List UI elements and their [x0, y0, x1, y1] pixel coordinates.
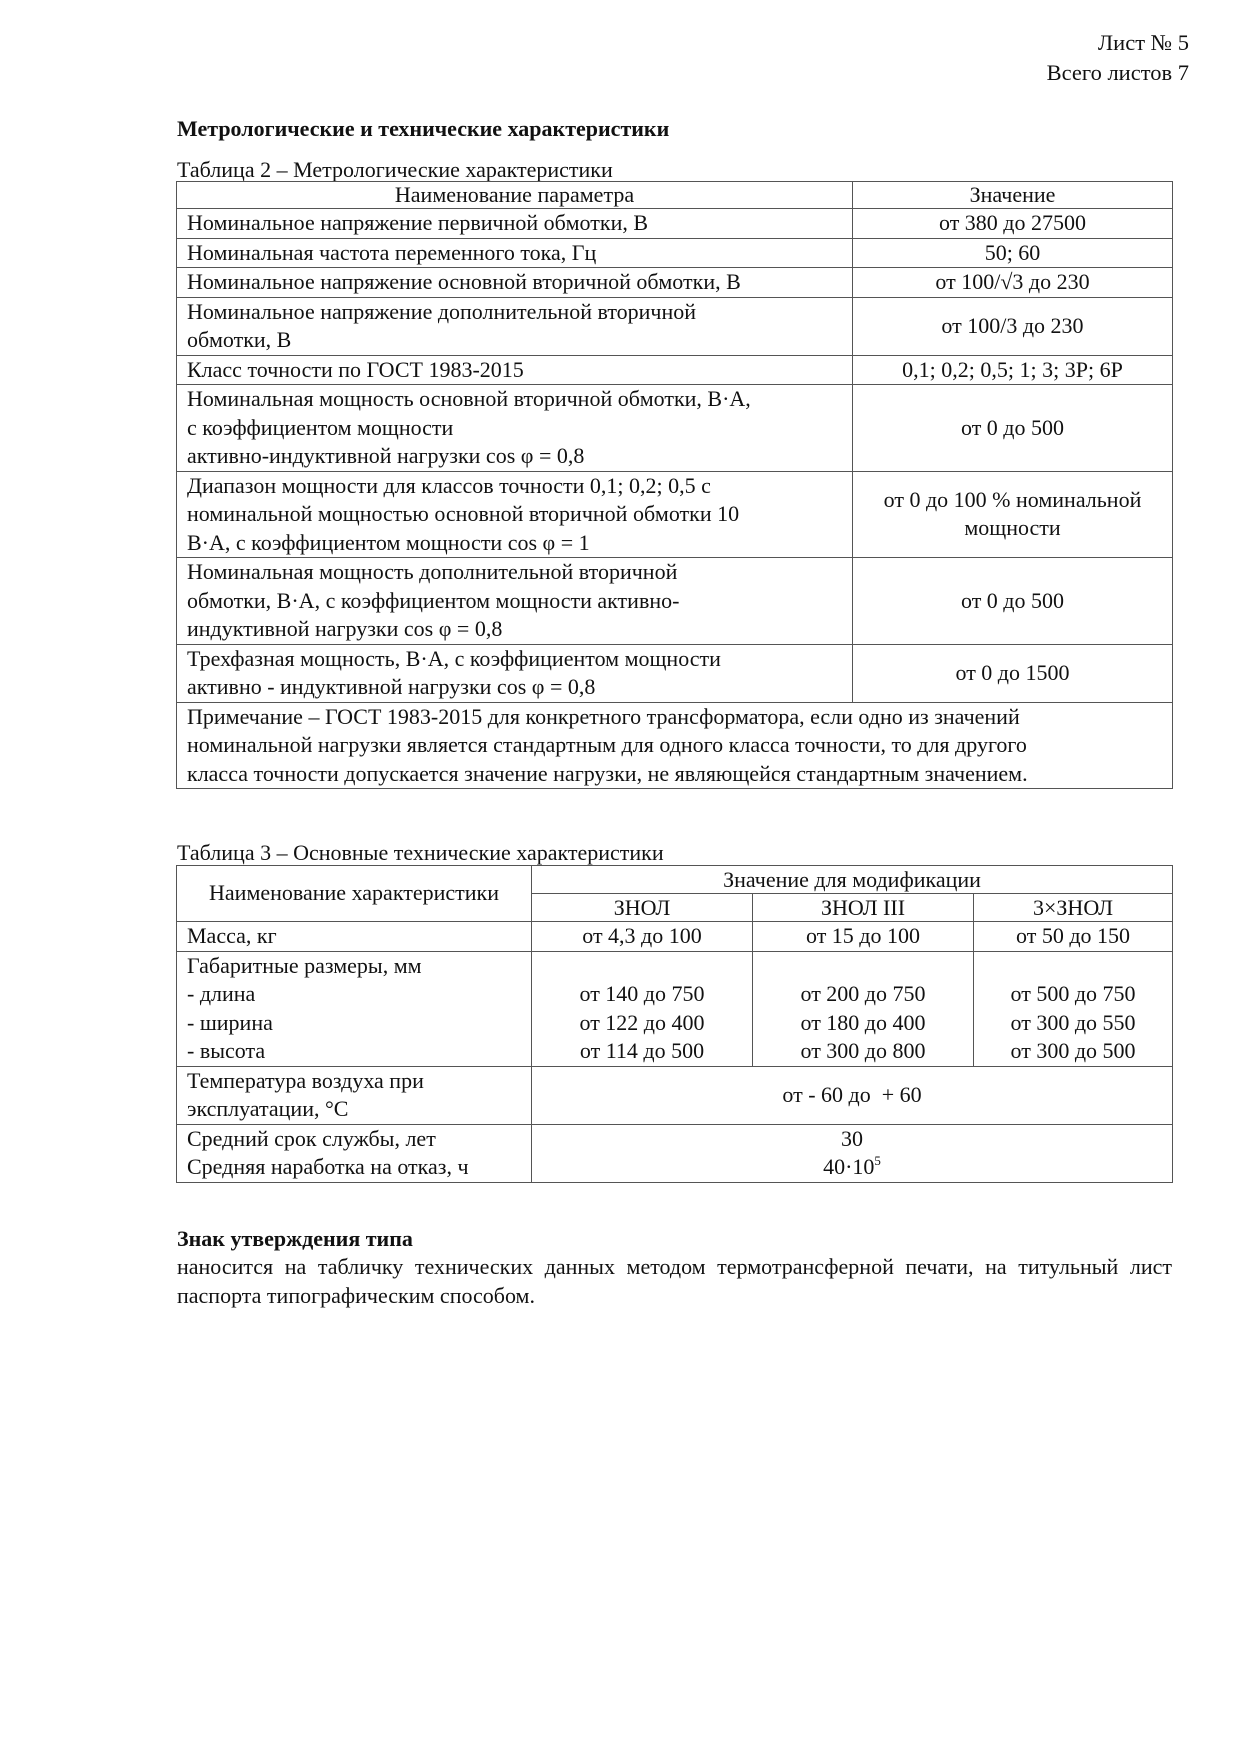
total-sheets: Всего листов 7 — [1046, 60, 1189, 85]
table-row-reliability — [177, 1124, 1173, 1182]
table-row-mass — [177, 922, 1173, 952]
parameter-value-line: мощности — [964, 515, 1061, 541]
column-header-characteristic: Наименование характеристики — [177, 866, 532, 922]
parameter-value: от 0 до 500 — [853, 558, 1173, 645]
length-value: от 140 до 750 — [579, 981, 705, 1006]
table-note — [177, 702, 1173, 789]
table-row — [177, 209, 1173, 239]
approval-mark-text: наносится на табличку технических данных методом термотрансферной печати, на титульный лист паспорта типографическим способом. — [177, 1254, 1172, 1308]
temperature-label-line: Температура воздуха при — [187, 1067, 424, 1093]
parameter-name-line: обмотки, В — [187, 327, 292, 352]
characteristic-value: от 50 до 150 — [974, 922, 1173, 952]
mtbf-base: 40·10 — [823, 1154, 875, 1179]
parameter-name-line: Диапазон мощности для классов точности 0,1; 0,2; 0,5 с — [187, 472, 711, 498]
length-label: - длина — [187, 981, 256, 1006]
height-label: - высота — [187, 1038, 266, 1063]
characteristic-name — [177, 1124, 532, 1182]
service-life-value: 30 — [841, 1125, 864, 1151]
column-header-parameter: Наименование параметра — [177, 182, 853, 209]
table-row — [177, 297, 1173, 355]
parameter-name-line: номинальной мощностью основной вторичной обмотки 10 — [187, 501, 740, 526]
parameter-value: 0,1; 0,2; 0,5; 1; 3; 3P; 6P — [853, 355, 1173, 385]
width-label: - ширина — [187, 1009, 273, 1035]
parameter-value: от 100/3 до 230 — [853, 297, 1173, 355]
parameter-value: от 0 до 1500 — [853, 644, 1173, 702]
column-header-znol-iii: ЗНОЛ III — [753, 894, 974, 922]
parameter-name-line: В·А, с коэффициентом мощности cos φ = 1 — [187, 529, 590, 555]
characteristic-name: Масса, кг — [177, 922, 532, 952]
characteristic-name — [177, 951, 532, 1066]
table-row — [177, 471, 1173, 558]
approval-mark-title: Знак утверждения типа — [177, 1226, 413, 1251]
parameter-name — [177, 385, 853, 472]
table-row-temperature — [177, 1066, 1173, 1124]
length-value: от 200 до 750 — [800, 981, 926, 1006]
service-life-label: Средний срок службы, лет — [187, 1125, 436, 1151]
dimensions-label: Габаритные размеры, мм — [187, 952, 422, 978]
column-header-3x-znol: 3×ЗНОЛ — [974, 894, 1173, 922]
parameter-name-line: Номинальная мощность дополнительной вторичной — [187, 559, 678, 584]
page-header — [1047, 28, 1189, 88]
parameter-name: Номинальное напряжение основной вторичной обмотки, В — [177, 268, 853, 298]
column-header-znol: ЗНОЛ — [532, 894, 753, 922]
note-line: Примечание – ГОСТ 1983-2015 для конкретного трансформатора, если одно из значений — [187, 703, 1020, 729]
table-row — [177, 558, 1173, 645]
characteristic-value: от 4,3 до 100 — [532, 922, 753, 952]
table-row — [177, 238, 1173, 268]
note-line: класса точности допускается значение нагрузки, не являющейся стандартным значением. — [187, 760, 1028, 786]
mtbf-value — [542, 1153, 1162, 1182]
length-value: от 500 до 750 — [1010, 981, 1136, 1006]
width-value: от 180 до 400 — [800, 1009, 926, 1035]
characteristic-value — [532, 1124, 1173, 1182]
parameter-value: от 100/√3 до 230 — [853, 268, 1173, 298]
characteristic-value — [753, 951, 974, 1066]
table-row — [177, 355, 1173, 385]
table-row — [177, 385, 1173, 472]
parameter-name — [177, 297, 853, 355]
width-value: от 300 до 550 — [1010, 1009, 1136, 1035]
characteristic-value — [974, 951, 1173, 1066]
characteristic-value: от - 60 до + 60 — [532, 1066, 1173, 1124]
table-note-row — [177, 702, 1173, 789]
note-line: номинальной нагрузки является стандартным для одного класса точности, то для другого — [187, 732, 1027, 757]
parameter-name: Класс точности по ГОСТ 1983-2015 — [177, 355, 853, 385]
table2-caption: Таблица 2 – Метрологические характеристики — [177, 157, 613, 182]
characteristic-name — [177, 1066, 532, 1124]
parameter-value: 50; 60 — [853, 238, 1173, 268]
width-value: от 122 до 400 — [579, 1009, 705, 1035]
parameter-name — [177, 558, 853, 645]
parameter-name-line: обмотки, В·А, с коэффициентом мощности активно- — [187, 587, 680, 613]
mtbf-label: Средняя наработка на отказ, ч — [187, 1154, 469, 1179]
table-row — [177, 268, 1173, 298]
parameter-name-line: с коэффициентом мощности — [187, 414, 454, 440]
table-row-dimensions — [177, 951, 1173, 1066]
column-header-group: Значение для модификации — [532, 866, 1173, 894]
parameter-value-line: от 0 до 100 % номинальной — [883, 486, 1142, 512]
height-value: от 114 до 500 — [579, 1038, 705, 1063]
parameter-value — [853, 471, 1173, 558]
parameter-name — [177, 644, 853, 702]
parameter-name-line: индуктивной нагрузки cos φ = 0,8 — [187, 616, 503, 641]
parameter-name-line: активно - индуктивной нагрузки cos φ = 0,8 — [187, 674, 596, 699]
parameter-name-line: активно-индуктивной нагрузки cos φ = 0,8 — [187, 443, 585, 468]
parameter-value: от 380 до 27500 — [853, 209, 1173, 239]
sheet-number: Лист № 5 — [1097, 30, 1189, 55]
characteristic-value — [532, 951, 753, 1066]
height-value: от 300 до 500 — [1010, 1038, 1136, 1063]
parameter-name: Номинальное напряжение первичной обмотки, В — [177, 209, 853, 239]
mtbf-exponent: 5 — [874, 1153, 881, 1168]
parameter-name-line: Номинальное напряжение дополнительной вторичной — [187, 298, 697, 324]
parameter-name — [177, 471, 853, 558]
table2-header-row — [177, 182, 1173, 209]
parameter-name-line: Трехфазная мощность, В·А, с коэффициентом мощности — [187, 645, 721, 671]
section-title: Метрологические и технические характеристики — [177, 116, 670, 141]
table-row — [177, 644, 1173, 702]
height-value: от 300 до 800 — [800, 1038, 926, 1063]
table2-metrological — [176, 181, 1173, 789]
temperature-label-line: эксплуатации, °С — [187, 1096, 349, 1121]
table3-header-row — [177, 866, 1173, 894]
parameter-value: от 0 до 500 — [853, 385, 1173, 472]
parameter-name: Номинальная частота переменного тока, Гц — [177, 238, 853, 268]
parameter-name-line: Номинальная мощность основной вторичной обмотки, В·А, — [187, 386, 751, 411]
table3-caption: Таблица 3 – Основные технические характеристики — [177, 840, 664, 865]
column-header-value: Значение — [853, 182, 1173, 209]
characteristic-value: от 15 до 100 — [753, 922, 974, 952]
table3-technical — [176, 865, 1173, 1183]
